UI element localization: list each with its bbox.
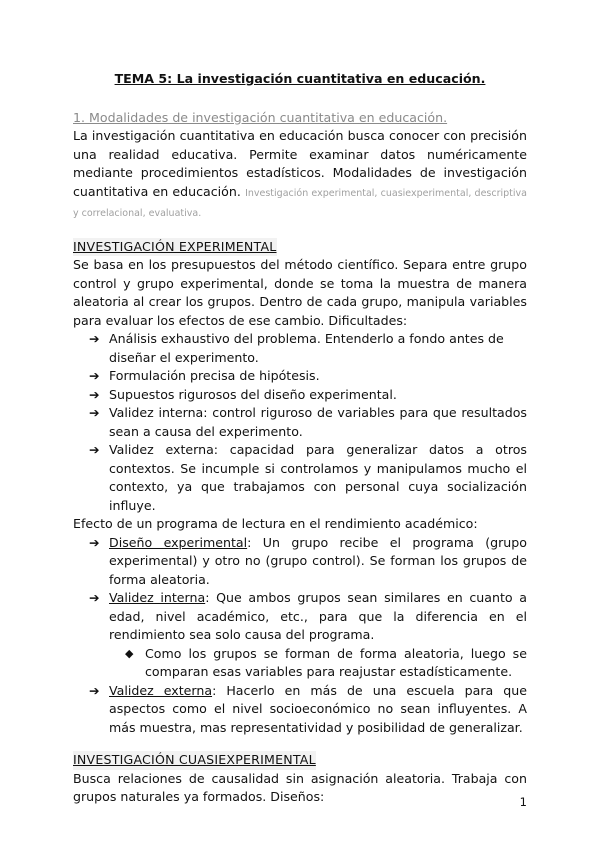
external-validity-text: : Hacerlo en más de una escuela para que aspectos como el nivel socioeconómico no sean influyentes. A más muestra, mas representatividad y posibilidad de generalizar. [109, 682, 527, 735]
section-paragraph-modalidades [73, 127, 527, 224]
list-item [89, 386, 527, 405]
arrow-icon: ➔ [89, 331, 100, 346]
modalidades-note: Investigación experimental, cuasiexperimental, descriptiva y correlacional, evaluativa. [73, 187, 527, 219]
arrow-icon: ➔ [89, 386, 100, 402]
list-item [89, 534, 527, 590]
example-intro: Efecto de un programa de lectura en el rendimiento académico: [73, 516, 478, 531]
list-item [89, 589, 528, 682]
heading-experimental: INVESTIGACIÓN EXPERIMENTAL [73, 238, 277, 257]
list-item [89, 367, 527, 386]
cuasiexperimental-text: Busca relaciones de causalidad sin asignación aleatoria. Trabaja con grupos naturales ya formados. Diseños: [73, 770, 527, 804]
internal-validity-sublist [109, 645, 527, 682]
design-text: : Un grupo recibe el programa (grupo experimental) y otro no (grupo control). Se forman los grupos de forma aleatoria. [109, 534, 527, 587]
arrow-icon: ➔ [89, 368, 100, 383]
list-item [89, 330, 527, 367]
page-content [73, 70, 527, 807]
document-title: TEMA 5: La investigación cuantitativa en educación. [114, 71, 486, 86]
arrow-icon: ➔ [89, 682, 100, 698]
design-label: Diseño experimental [109, 534, 248, 550]
list-item-text: Análisis exhaustivo del problema. Entenderlo a fondo antes de diseñar el experimento. [109, 331, 504, 365]
list-item-text: Supuestos rigurosos del diseño experimental. [109, 386, 397, 402]
page-number: 1 [519, 795, 527, 809]
list-item [89, 441, 527, 515]
external-validity-label: Validez externa [109, 682, 213, 698]
modalidades-text: La investigación cuantitativa en educación busca conocer con precisión una realidad educativa. Permite examinar datos numéricamente mediante procedimientos estadísticos. Modalidades de investigación cuantitativa en educación. [73, 128, 527, 199]
experimental-intro: Se basa en los presupuestos del método científico. Separa entre grupo control y grupo experimental, donde se toma la muestra de manera aleatoria al crear los grupos. Dentro de cada grupo, manipula variables para evaluar los efectos de ese cambio. Dificultades: [73, 257, 527, 328]
list-item [89, 404, 527, 441]
arrow-icon: ➔ [89, 405, 100, 420]
example-list [73, 534, 527, 738]
arrow-icon: ➔ [89, 534, 100, 550]
list-item-text: Formulación precisa de hipótesis. [109, 368, 320, 383]
difficulties-list [73, 330, 527, 515]
arrow-icon: ➔ [89, 590, 100, 605]
internal-validity-text: : Que ambos grupos sean similares en cuanto a edad, nivel académico, etc., para que la diferencia en el rendimiento sea solo causa del programa. [109, 590, 528, 642]
list-item-text: Como los grupos se forman de forma aleatoria, luego se comparan esas variables para reajustar estadísticamente. [145, 645, 527, 679]
section-heading-modalidades: 1. Modalidades de investigación cuantitativa en educación. [73, 109, 448, 125]
list-item [125, 645, 527, 682]
heading-cuasiexperimental: INVESTIGACIÓN CUASIEXPERIMENTAL [73, 751, 316, 770]
internal-validity-label: Validez interna [109, 590, 206, 605]
list-item [89, 682, 527, 738]
list-item-text: Validez interna: control riguroso de variables para que resultados sean a causa del experimento. [109, 405, 527, 439]
diamond-icon: ◆ [125, 646, 134, 660]
list-item-text: Validez externa: capacidad para generalizar datos a otros contextos. Se incumple si controlamos y manipulamos mucho el contexto, ya que trabajamos con personal cuya socialización influye. [109, 442, 527, 513]
arrow-icon: ➔ [89, 442, 100, 457]
